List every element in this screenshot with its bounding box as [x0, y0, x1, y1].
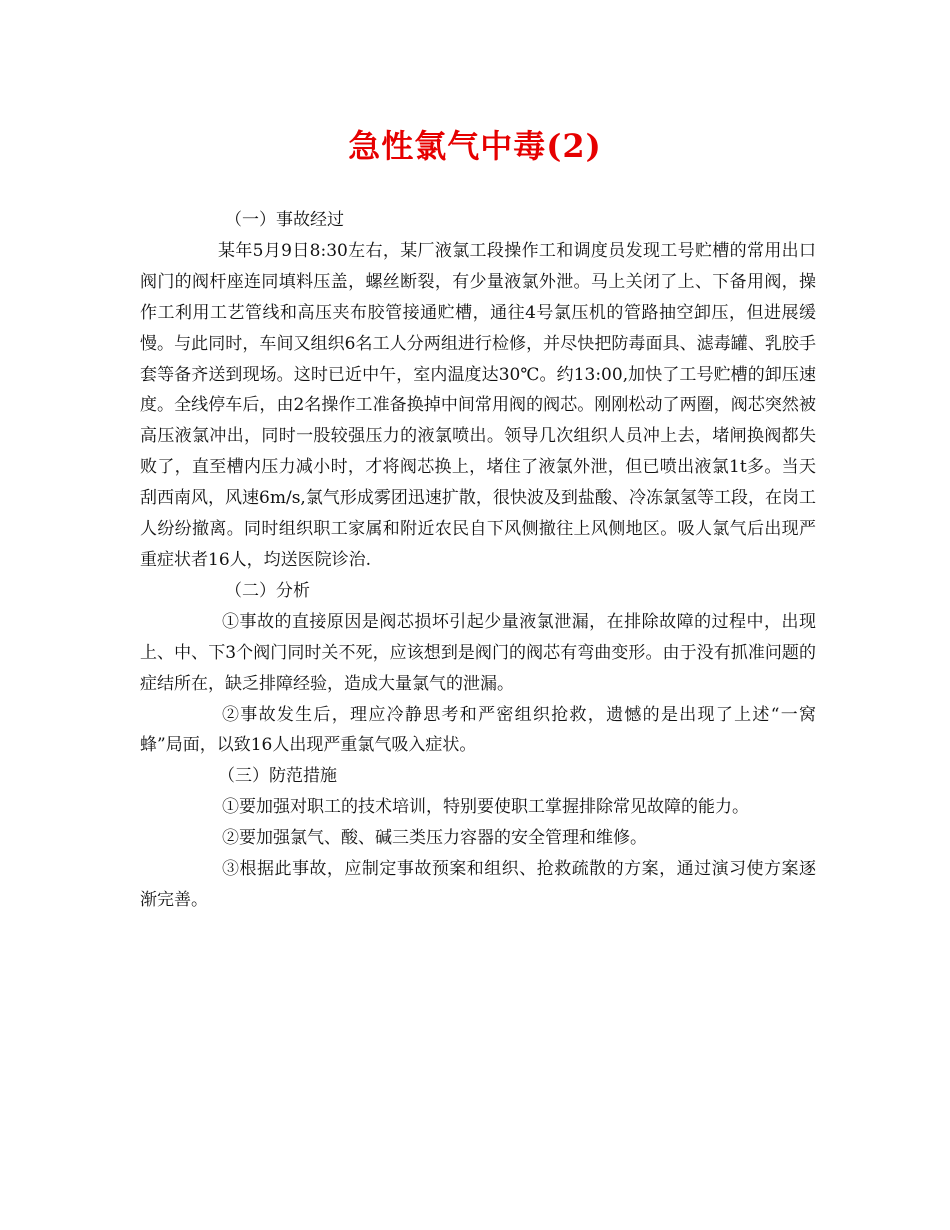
- section-heading-prevention: （三）防范措施: [218, 766, 337, 787]
- analysis-item-2: ②事故发生后，理应冷静思考和严密组织抢救，遗憾的是出现了上述“一窝蜂”局面，以致16人出现严重氯气吸入症状。: [140, 704, 816, 756]
- paragraph-accident-process: 某年5月9日8:30左右，某厂液氯工段操作工和调度员发现工号贮槽的常用出口阀门的阀杆座连同填料压盖，螺丝断裂，有少量液氯外泄。马上关闭了上、下备用阀，操作工利用工艺管线和高压夹布胶管接通贮槽，通往4号氯压机的管路抽空卸压，但进展缓慢。与此同时，车间又组织6名工人分两组进行检修，并尽快把防毒面具、滤毒罐、乳胶手套等备齐送到现场。这时已近中午，室内温度达30℃。约13:00,加快了工号贮槽的卸压速度。全线停车后，由2名操作工准备换掉中间常用阀的阀芯。刚刚松动了两圈，阀芯突然被高压液氯冲出，同时一股较强压力的液氯喷出。领导几次组织人员冲上去，堵闸换阀都失败了，直至槽内压力减小时，才将阀芯换上，堵住了液氯外泄，但已喷出液氯1t多。当天刮西南风，风速6m/s,氯气形成雾团迅速扩散，很快波及到盐酸、冷冻氯氢等工段，在岗工人纷纷撤离。同时组织职工家属和附近农民自下风侧撤往上风侧地区。吸人氯气后出现严重症状者16人，均送医院诊治.: [140, 240, 816, 570]
- document-body: [140, 205, 816, 916]
- section-heading-accident-process: （一）事故经过: [225, 210, 344, 230]
- prevention-item-3: ③根据此事故，应制定事故预案和组织、抢救疏散的方案，通过演习使方案逐渐完善。: [140, 859, 816, 910]
- document-title: 急性氯气中毒(2): [348, 127, 602, 165]
- section-heading-analysis: （二）分析: [225, 580, 310, 601]
- prevention-item-2: ②要加强氯气、酸、碱三类压力容器的安全管理和维修。: [222, 828, 647, 849]
- prevention-item-1: ①要加强对职工的技术培训，特别要使职工掌握排除常见故障的能力。: [222, 797, 749, 818]
- analysis-item-1: ①事故的直接原因是阀芯损坏引起少量液氯泄漏，在排除故障的过程中，出现上、中、下3个阀门同时关不死，应该想到是阀门的阀芯有弯曲变形。由于没有抓准问题的症结所在，缺乏排障经验，造成大量氯气的泄漏。: [140, 611, 816, 694]
